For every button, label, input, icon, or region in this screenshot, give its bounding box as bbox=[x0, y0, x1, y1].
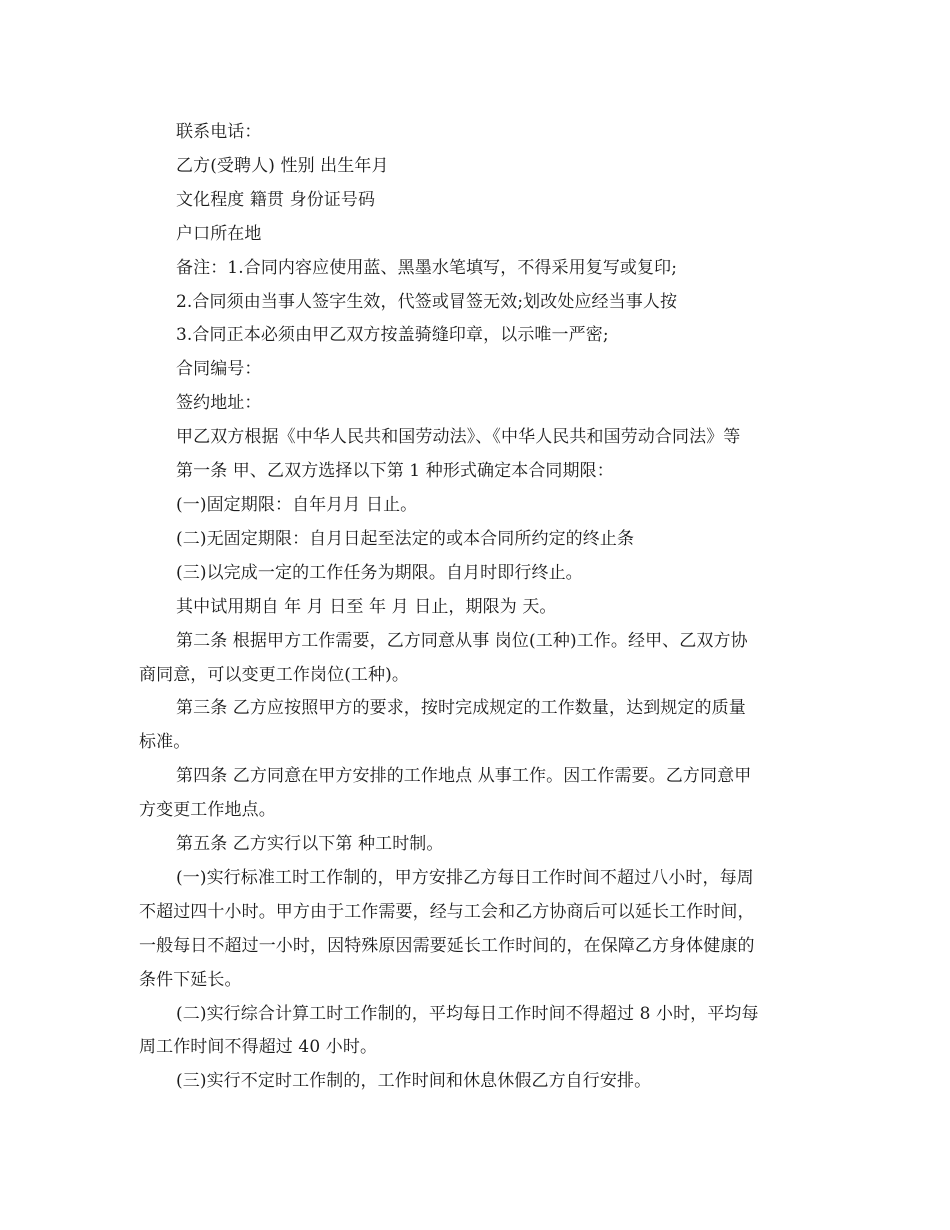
article-2-continuation: 商同意，可以变更工作岗位(工种)。 bbox=[139, 664, 409, 685]
note-2-line: 2.合同须由当事人签字生效，代签或冒签无效;划改处应经当事人按 bbox=[176, 291, 678, 312]
article-1-line: 第一条 甲、乙双方选择以下第 1 种形式确定本合同期限： bbox=[176, 461, 614, 482]
article-3-paragraph bbox=[139, 692, 816, 760]
article-2-first-line: 第二条 根据甲方工作需要，乙方同意从事 岗位(工种)工作。经甲、乙双方协 bbox=[176, 630, 748, 651]
contact-phone-line: 联系电话： bbox=[176, 122, 262, 142]
comprehensive-hours-first-line: (二)实行综合计算工时工作制的，平均每日工作时间不得超过 8 小时，平均每 bbox=[176, 1003, 759, 1024]
note-1-line: 备注：1.合同内容应使用蓝、黑墨水笔填写，不得采用复写或复印; bbox=[176, 257, 678, 278]
article-3-continuation: 标准。 bbox=[139, 732, 191, 753]
flexible-hours-first-line: (三)实行不定时工作制的，工作时间和休息休假乙方自行安排。 bbox=[176, 1071, 652, 1092]
standard-hours-continuation-1: 不超过四十小时。甲方由于工作需要，经与工会和乙方协商后可以延长工作时间， bbox=[139, 901, 755, 922]
task-term-line: (三)以完成一定的工作任务为期限。自月时即行终止。 bbox=[176, 562, 583, 583]
fixed-term-line: (一)固定期限：自年月月 日止。 bbox=[176, 494, 418, 515]
standard-hours-continuation-2: 一般每日不超过一小时，因特殊原因需要延长工作时间的，在保障乙方身体健康的 bbox=[139, 935, 755, 956]
article-4-first-line: 第四条 乙方同意在甲方安排的工作地点 从事工作。因工作需要。乙方同意甲 bbox=[176, 766, 752, 787]
party-b-info-line: 乙方(受聘人) 性别 出生年月 bbox=[176, 155, 389, 176]
education-line: 文化程度 籍贯 身份证号码 bbox=[176, 189, 376, 210]
standard-hours-paragraph bbox=[139, 862, 816, 998]
flexible-hours-paragraph bbox=[176, 1065, 816, 1099]
comprehensive-hours-continuation: 周工作时间不得超过 40 小时。 bbox=[139, 1037, 378, 1058]
household-registration-line: 户口所在地 bbox=[176, 223, 262, 244]
article-2-paragraph bbox=[139, 625, 816, 693]
signing-address-line: 签约地址： bbox=[176, 393, 262, 414]
standard-hours-continuation-3: 条件下延长。 bbox=[139, 969, 242, 990]
article-5-first-line: 第五条 乙方实行以下第 种工时制。 bbox=[176, 834, 444, 855]
contract-body bbox=[139, 116, 816, 1099]
open-term-line: (二)无固定期限：自月日起至法定的或本合同所约定的终止条 bbox=[176, 528, 635, 549]
article-4-paragraph bbox=[139, 760, 816, 828]
legal-basis-line: 甲乙双方根据《中华人民共和国劳动法》、《中华人民共和国劳动合同法》等 bbox=[176, 427, 741, 448]
note-3-line: 3.合同正本必须由甲乙双方按盖骑缝印章，以示唯一严密; bbox=[176, 325, 609, 346]
standard-hours-first-line: (一)实行标准工时工作制的，甲方安排乙方每日工作时间不超过八小时，每周 bbox=[176, 867, 754, 888]
contract-number-line: 合同编号： bbox=[176, 359, 262, 380]
article-5-paragraph bbox=[176, 828, 816, 862]
article-3-first-line: 第三条 乙方应按照甲方的要求，按时完成规定的工作数量，达到规定的质量 bbox=[176, 698, 746, 719]
probation-line: 其中试用期自 年 月 日至 年 月 日止，期限为 天。 bbox=[176, 596, 557, 617]
comprehensive-hours-paragraph bbox=[139, 998, 816, 1066]
article-4-continuation: 方变更工作地点。 bbox=[139, 800, 276, 821]
